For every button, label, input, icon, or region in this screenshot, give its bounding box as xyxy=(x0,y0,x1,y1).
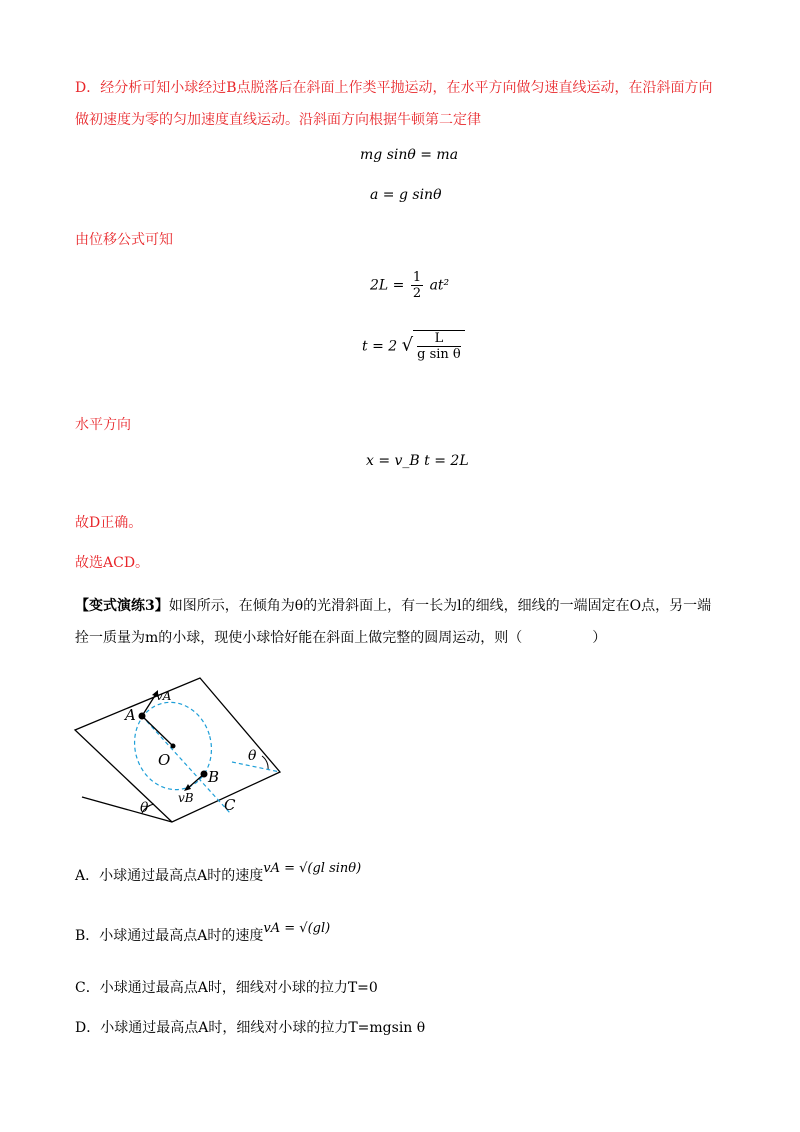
solution-d-line-2: 做初速度为零的匀加速度直线运动。沿斜面方向根据牛顿第二定律 xyxy=(75,112,481,128)
horizontal-label: 水平方向 xyxy=(75,417,131,433)
problem-stem-line-1 xyxy=(75,596,711,616)
string-line xyxy=(142,716,173,746)
incline-figure xyxy=(60,670,300,840)
label-theta-bottom: θ xyxy=(140,800,149,816)
problem-tag: 【变式演练3】 xyxy=(75,598,169,614)
label-b: B xyxy=(208,768,220,786)
label-c: C xyxy=(224,796,236,814)
option-b-text: B．小球通过最高点A时的速度 xyxy=(75,928,264,944)
eq3-denominator: 2 xyxy=(412,286,422,301)
option-a-formula: vA = √(gl sinθ) xyxy=(263,861,362,876)
equation-horizontal: x = v_B t = 2L xyxy=(366,453,469,469)
problem-stem-line-2: 拴一质量为m的小球，现使小球恰好能在斜面上做完整的圆周运动，则（ ） xyxy=(75,630,607,646)
equation-time xyxy=(362,330,465,362)
eq3-left: 2L = xyxy=(370,277,405,294)
eq4-denominator: g sin θ xyxy=(417,347,461,362)
option-b[interactable] xyxy=(75,921,331,947)
label-theta-right: θ xyxy=(248,748,257,764)
problem-stem-1: 如图所示，在倾角为θ的光滑斜面上，有一长为l的细线，细线的一端固定在O点，另一端 xyxy=(168,598,712,614)
equation-acceleration: a = g sinθ xyxy=(370,187,442,203)
label-vb: vB xyxy=(178,791,194,805)
label-a: A xyxy=(125,706,136,724)
label-o: O xyxy=(158,751,171,769)
option-c[interactable]: C．小球通过最高点A时，细线对小球的拉力T=0 xyxy=(75,980,378,996)
option-b-formula: vA = √(gl) xyxy=(263,921,331,936)
velocity-a-arrow xyxy=(142,694,156,716)
displacement-label: 由位移公式可知 xyxy=(75,232,173,248)
solution-d-line-1: D．经分析可知小球经过B点脱落后在斜面上作类平抛运动，在水平方向做匀速直线运动，在沿斜面方向 xyxy=(75,80,713,96)
eq3-numerator: 1 xyxy=(412,270,422,285)
option-a[interactable] xyxy=(75,861,362,887)
equation-displacement xyxy=(370,270,449,301)
answer-text: 故选ACD。 xyxy=(75,555,150,571)
equation-newton: mg sinθ = ma xyxy=(360,147,459,163)
label-va: vA xyxy=(156,689,172,703)
sqrt-sign-icon: √ xyxy=(401,334,414,356)
eq4-numerator: L xyxy=(417,331,461,347)
arrowhead-b-icon xyxy=(184,784,191,791)
eq4-radical xyxy=(413,330,465,362)
eq4-left: t = 2 xyxy=(362,338,398,355)
option-a-text: A．小球通过最高点A时的速度 xyxy=(75,868,264,884)
d-correct-text: 故D正确。 xyxy=(75,515,143,531)
option-d[interactable]: D．小球通过最高点A时，细线对小球的拉力T=mgsin θ xyxy=(75,1020,426,1036)
eq3-fraction xyxy=(411,270,423,301)
eq3-right: at² xyxy=(429,277,450,294)
center-o-dot xyxy=(171,744,176,749)
eq4-fraction xyxy=(417,331,461,362)
